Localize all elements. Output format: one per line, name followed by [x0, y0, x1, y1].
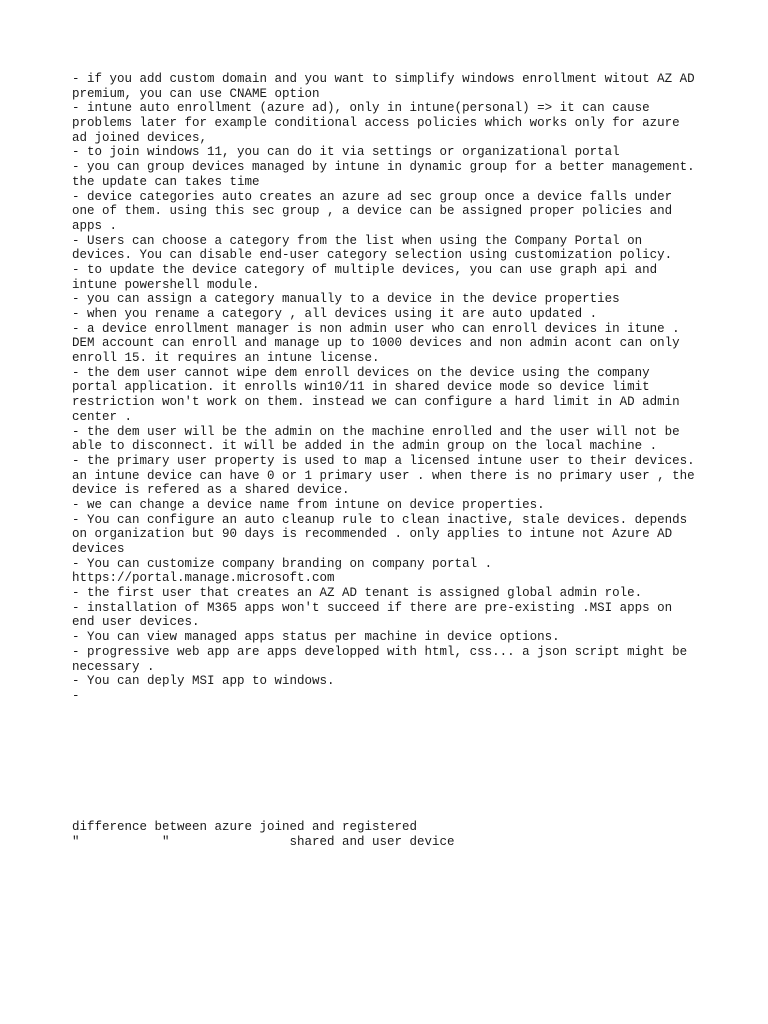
note-line: enroll 15. it requires an intune license. [72, 351, 380, 366]
note-line: end user devices. [72, 615, 200, 630]
note-line: - when you rename a category , all devices using it are auto updated . [72, 307, 598, 321]
note-line: - to update the device category of multiple devices, you can use graph api and [72, 262, 658, 277]
note-line: center . [72, 409, 133, 424]
note-line: - installation of M365 apps won't succeed if there are pre-existing .MSI apps on [72, 600, 673, 615]
notes-body [72, 72, 712, 704]
footer-line: difference between azure joined and registered [72, 820, 418, 834]
note-line: - to join windows 11, you can do it via settings or organizational portal [72, 145, 620, 160]
note-line: able to disconnect. it will be added in the admin group on the local machine . [72, 439, 658, 454]
note-line: necessary . [72, 659, 155, 674]
note-line: premium, you can use CNAME option [72, 86, 320, 101]
note-line: - intune auto enrollment (azure ad), only in intune(personal) => it can cause [72, 101, 650, 116]
note-line: - if you add custom domain and you want to simplify windows enrollment witout AZ AD [72, 72, 695, 86]
note-line: - a device enrollment manager is non admin user who can enroll devices in itune . [72, 321, 680, 336]
note-line: an intune device can have 0 or 1 primary user . when there is no primary user , the [72, 468, 695, 483]
notes-footer [72, 820, 712, 849]
note-line: - you can group devices managed by intune in dynamic group for a better management. [72, 160, 695, 175]
note-line: - device categories auto creates an azure ad sec group once a device falls under [72, 189, 673, 204]
note-line: intune powershell module. [72, 277, 260, 292]
note-line: the update can takes time [72, 174, 260, 189]
note-line: - the dem user cannot wipe dem enroll devices on the device using the company [72, 365, 650, 380]
note-line: - the primary user property is used to map a licensed intune user to their devices. [72, 453, 695, 468]
note-line: devices. You can disable end-user category selection using customization policy. [72, 248, 673, 263]
note-line: - Users can choose a category from the list when using the Company Portal on [72, 233, 643, 248]
note-line: - You can configure an auto cleanup rule to clean inactive, stale devices. depends [72, 512, 688, 527]
note-line: problems later for example conditional access policies which works only for azure [72, 116, 680, 131]
note-line: https://portal.manage.microsoft.com [72, 571, 335, 586]
note-line: portal application. it enrolls win10/11 in shared device mode so device limit [72, 380, 650, 395]
note-line: restriction won't work on them. instead we can configure a hard limit in AD admin [72, 395, 680, 410]
note-line: - You can view managed apps status per machine in device options. [72, 630, 560, 645]
note-line: - you can assign a category manually to a device in the device properties [72, 292, 620, 307]
note-line: - You can customize company branding on company portal . [72, 556, 493, 571]
note-line: - progressive web app are apps developped with html, css... a json script might be [72, 644, 688, 659]
note-line: - we can change a device name from intune on device properties. [72, 497, 545, 512]
note-line: DEM account can enroll and manage up to 1000 devices and non admin acont can only [72, 336, 680, 351]
note-line: - [72, 688, 80, 703]
note-line: one of them. using this sec group , a device can be assigned proper policies and [72, 204, 673, 219]
note-line: devices [72, 542, 125, 556]
note-line: - You can deply MSI app to windows. [72, 674, 335, 689]
note-line: on organization but 90 days is recommended . only applies to intune not Azure AD [72, 527, 673, 542]
footer-line: " " shared and user device [72, 834, 455, 849]
note-line: device is refered as a shared device. [72, 483, 350, 498]
note-line: - the first user that creates an AZ AD tenant is assigned global admin role. [72, 586, 643, 601]
note-line: apps . [72, 218, 118, 233]
note-line: - the dem user will be the admin on the machine enrolled and the user will not be [72, 424, 680, 439]
note-line: ad joined devices, [72, 130, 208, 145]
